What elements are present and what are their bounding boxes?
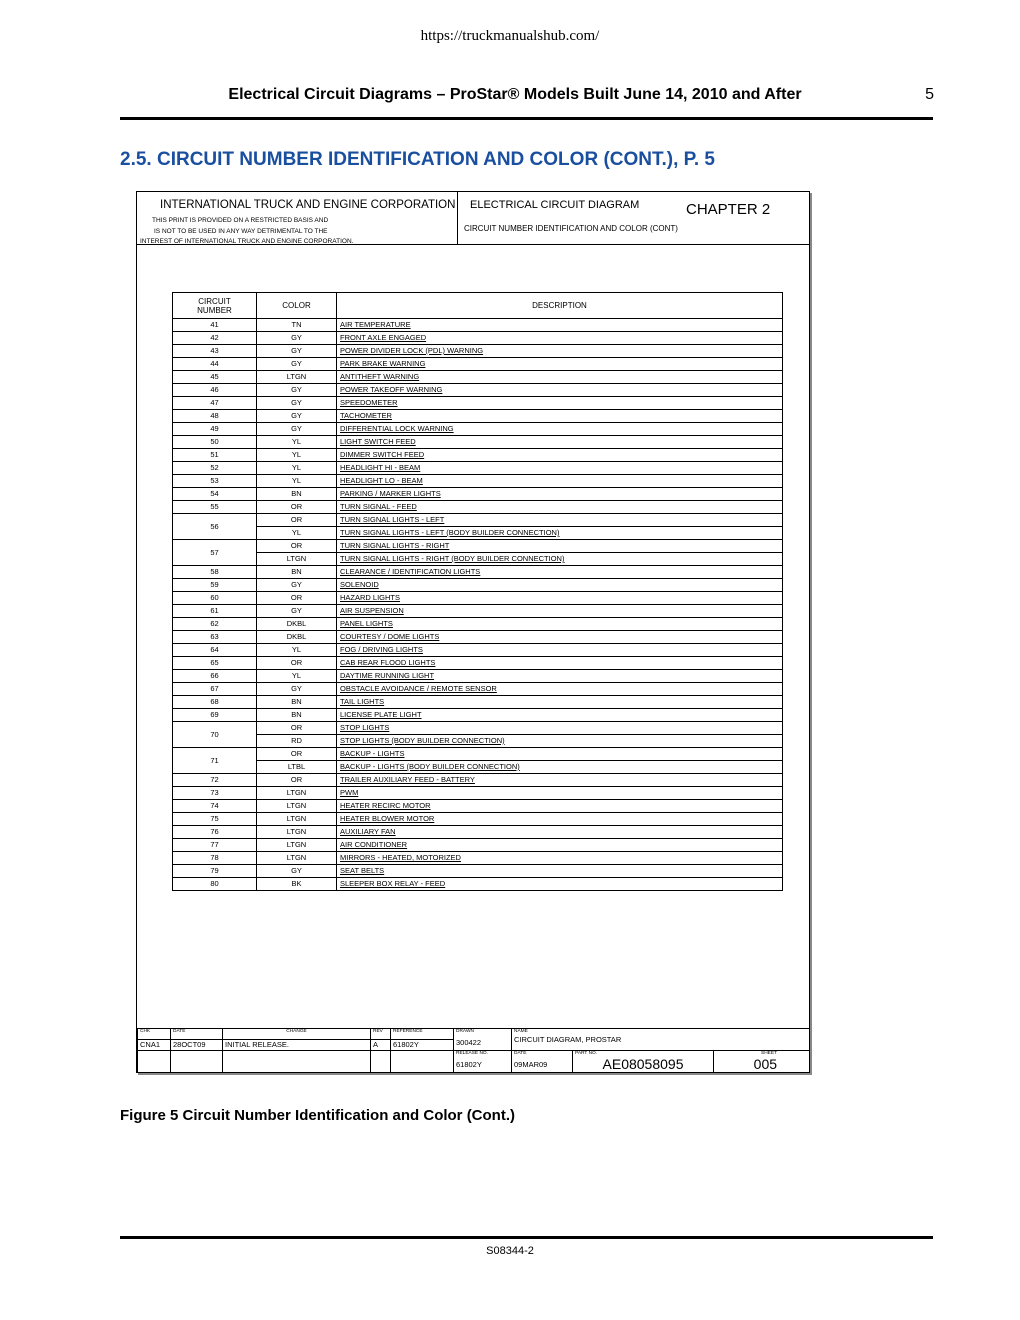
circuit-description-cell (337, 371, 783, 384)
circuit-number: 75 (173, 813, 257, 826)
wire-color: BK (257, 878, 337, 891)
table-row (173, 514, 783, 527)
wire-color: OR (257, 657, 337, 670)
circuit-description-cell (337, 761, 783, 774)
table-row (173, 501, 783, 514)
circuit-description-cell (337, 670, 783, 683)
circuit-number: 78 (173, 852, 257, 865)
circuit-table-body (173, 319, 783, 891)
wire-color: GY (257, 605, 337, 618)
table-row (173, 813, 783, 826)
page-number: 5 (925, 86, 934, 103)
company-name: INTERNATIONAL TRUCK AND ENGINE CORPORATION (160, 199, 456, 211)
wire-color: LTGN (257, 839, 337, 852)
section-title: 2.5. CIRCUIT NUMBER IDENTIFICATION AND COLOR (CONT.), P. 5 (120, 149, 716, 170)
circuit-description-cell (337, 540, 783, 553)
wire-color: OR (257, 592, 337, 605)
sheet-cell (714, 1051, 810, 1073)
circuit-description: TURN SIGNAL LIGHTS - LEFT (BODY BUILDER CONNECTION) (340, 528, 560, 537)
table-row (173, 592, 783, 605)
wire-color: OR (257, 748, 337, 761)
label-date2: DATE (514, 1051, 527, 1056)
circuit-description: DIMMER SWITCH FEED (340, 450, 425, 459)
label-name: NAME (514, 1029, 528, 1034)
circuit-number: 77 (173, 839, 257, 852)
circuit-number: 60 (173, 592, 257, 605)
circuit-description-cell (337, 852, 783, 865)
wire-color: GY (257, 410, 337, 423)
circuit-number: 63 (173, 631, 257, 644)
table-row (173, 722, 783, 735)
circuit-description: HEADLIGHT HI - BEAM (340, 463, 421, 472)
circuit-description-cell (337, 345, 783, 358)
wire-color: OR (257, 514, 337, 527)
circuit-number: 70 (173, 722, 257, 748)
wire-color: OR (257, 722, 337, 735)
header-color: COLOR (257, 293, 337, 319)
table-row (173, 384, 783, 397)
circuit-number: 74 (173, 800, 257, 813)
circuit-description-cell (337, 735, 783, 748)
circuit-number: 53 (173, 475, 257, 488)
circuit-number: 71 (173, 748, 257, 774)
table-row (173, 436, 783, 449)
circuit-description: ANTITHEFT WARNING (340, 372, 420, 381)
circuit-description: HEADLIGHT LO - BEAM (340, 476, 423, 485)
circuit-description: CAB REAR FLOOD LIGHTS (340, 658, 436, 667)
wire-color: RD (257, 735, 337, 748)
circuit-number: 45 (173, 371, 257, 384)
footer-rule (120, 1236, 933, 1239)
wire-color: OR (257, 774, 337, 787)
wire-color: BN (257, 696, 337, 709)
circuit-description-cell (337, 709, 783, 722)
wire-color: LTGN (257, 826, 337, 839)
table-row (173, 410, 783, 423)
circuit-number: 76 (173, 826, 257, 839)
wire-color: YL (257, 462, 337, 475)
circuit-description-cell (337, 722, 783, 735)
wire-color: BN (257, 488, 337, 501)
circuit-number: 73 (173, 787, 257, 800)
circuit-description-cell (337, 579, 783, 592)
wire-color: GY (257, 579, 337, 592)
circuit-number: 64 (173, 644, 257, 657)
label-rev: REV (371, 1029, 391, 1040)
table-row (173, 800, 783, 813)
table-row (173, 696, 783, 709)
circuit-number: 56 (173, 514, 257, 540)
table-row (173, 748, 783, 761)
table-row (173, 670, 783, 683)
wire-color: BN (257, 566, 337, 579)
circuit-number: 62 (173, 618, 257, 631)
part-no-cell (573, 1051, 714, 1073)
header-circuit-line2: NUMBER (197, 305, 232, 315)
circuit-description: HEATER BLOWER MOTOR (340, 814, 435, 823)
circuit-description: TAIL LIGHTS (340, 697, 385, 706)
circuit-description-cell (337, 878, 783, 891)
label-reference: REFERENCE (391, 1029, 454, 1040)
circuit-description-cell (337, 683, 783, 696)
circuit-description: POWER DIVIDER LOCK (PDL) WARNING (340, 346, 484, 355)
circuit-description: DAYTIME RUNNING LIGHT (340, 671, 435, 680)
table-row (173, 397, 783, 410)
circuit-description-cell (337, 605, 783, 618)
circuit-description-cell (337, 514, 783, 527)
circuit-description: SPEEDOMETER (340, 398, 398, 407)
change-value: INITIAL RELEASE. (223, 1040, 371, 1051)
circuit-description-cell (337, 826, 783, 839)
diagram-subtitle: CIRCUIT NUMBER IDENTIFICATION AND COLOR (CONT) (464, 224, 678, 233)
page-footer: S08344-2 (486, 1245, 534, 1257)
circuit-description-cell (337, 748, 783, 761)
circuit-number: 41 (173, 319, 257, 332)
table-row (173, 358, 783, 371)
chk-value: CNA1 (138, 1040, 171, 1051)
circuit-description: TURN SIGNAL LIGHTS - LEFT (340, 515, 445, 524)
circuit-number: 65 (173, 657, 257, 670)
wire-color: YL (257, 644, 337, 657)
circuit-description: COURTESY / DOME LIGHTS (340, 632, 440, 641)
circuit-description: SOLENOID (340, 580, 379, 589)
circuit-description: OBSTACLE AVOIDANCE / REMOTE SENSOR (340, 684, 497, 693)
header-description: DESCRIPTION (337, 293, 783, 319)
wire-color: GY (257, 384, 337, 397)
circuit-description-cell (337, 449, 783, 462)
circuit-number: 68 (173, 696, 257, 709)
revision-label-row (138, 1029, 810, 1040)
table-row (173, 579, 783, 592)
circuit-description-cell (337, 462, 783, 475)
table-row (173, 566, 783, 579)
wire-color: GY (257, 683, 337, 696)
circuit-description-cell (337, 527, 783, 540)
table-row (173, 657, 783, 670)
circuit-description: HEATER RECIRC MOTOR (340, 801, 431, 810)
table-row (173, 605, 783, 618)
circuit-description: SLEEPER BOX RELAY - FEED (340, 879, 446, 888)
sheet-value: 005 (753, 1056, 778, 1072)
table-row (173, 618, 783, 631)
table-row (173, 774, 783, 787)
circuit-description-cell (337, 631, 783, 644)
table-row (173, 761, 783, 774)
circuit-description: LIGHT SWITCH FEED (340, 437, 416, 446)
wire-color: GY (257, 332, 337, 345)
release-cell (454, 1051, 512, 1073)
drawn-value: 300422 (456, 1038, 482, 1047)
table-row (173, 371, 783, 384)
table-header-row (173, 293, 783, 319)
revision-block (137, 1028, 810, 1073)
name-value: CIRCUIT DIAGRAM, PROSTAR (514, 1035, 622, 1044)
wire-color: LTGN (257, 787, 337, 800)
circuit-description: BACKUP - LIGHTS (340, 749, 405, 758)
wire-color: LTGN (257, 800, 337, 813)
circuit-description-cell (337, 787, 783, 800)
wire-color: TN (257, 319, 337, 332)
circuit-number: 50 (173, 436, 257, 449)
table-row (173, 540, 783, 553)
table-row (173, 735, 783, 748)
date2-cell (512, 1051, 573, 1073)
circuit-number: 57 (173, 540, 257, 566)
table-row (173, 839, 783, 852)
wire-color: YL (257, 475, 337, 488)
date-value: 28OCT09 (171, 1040, 223, 1051)
label-date: DATE (171, 1029, 223, 1040)
circuit-description: TURN SIGNAL LIGHTS - RIGHT (340, 541, 450, 550)
restriction-notice-2: IS NOT TO BE USED IN ANY WAY DETRIMENTAL TO THE (154, 228, 328, 235)
wire-color: GY (257, 345, 337, 358)
circuit-number: 59 (173, 579, 257, 592)
circuit-number: 48 (173, 410, 257, 423)
circuit-description-cell (337, 553, 783, 566)
circuit-number: 55 (173, 501, 257, 514)
table-row (173, 787, 783, 800)
table-row (173, 865, 783, 878)
table-row (173, 644, 783, 657)
source-url: https://truckmanualshub.com/ (420, 28, 600, 44)
label-part-no: PART NO. (575, 1051, 598, 1056)
circuit-table (172, 292, 783, 891)
circuit-description-cell (337, 774, 783, 787)
header-circuit-line1: CIRCUIT (198, 296, 231, 306)
label-drawn: DRAWN (456, 1029, 474, 1034)
circuit-description: PARKING / MARKER LIGHTS (340, 489, 441, 498)
wire-color: DKBL (257, 631, 337, 644)
wire-color: YL (257, 527, 337, 540)
wire-color: LTGN (257, 852, 337, 865)
circuit-description: HAZARD LIGHTS (340, 593, 401, 602)
drawn-cell (454, 1029, 512, 1051)
circuit-description: TRAILER AUXILIARY FEED - BATTERY (340, 775, 475, 784)
circuit-description-cell (337, 592, 783, 605)
table-row (173, 462, 783, 475)
circuit-description: CLEARANCE / IDENTIFICATION LIGHTS (340, 567, 481, 576)
circuit-number: 61 (173, 605, 257, 618)
table-row (173, 878, 783, 891)
table-row (173, 553, 783, 566)
label-release-no: RELEASE NO. (456, 1051, 488, 1056)
circuit-description: STOP LIGHTS (340, 723, 390, 732)
circuit-description-cell (337, 436, 783, 449)
circuit-description-cell (337, 488, 783, 501)
wire-color: YL (257, 670, 337, 683)
circuit-description-cell (337, 384, 783, 397)
wire-color: LTBL (257, 761, 337, 774)
circuit-description: AUXILIARY FAN (340, 827, 396, 836)
circuit-number: 47 (173, 397, 257, 410)
circuit-description: AIR CONDITIONER (340, 840, 408, 849)
circuit-description: AIR SUSPENSION (340, 606, 404, 615)
rev-value: A (371, 1040, 391, 1051)
circuit-number: 80 (173, 878, 257, 891)
header-circuit-number (173, 293, 257, 319)
circuit-number: 43 (173, 345, 257, 358)
diagram-title: ELECTRICAL CIRCUIT DIAGRAM (470, 199, 640, 211)
circuit-description: AIR TEMPERATURE (340, 320, 411, 329)
wire-color: GY (257, 397, 337, 410)
page-header-title: Electrical Circuit Diagrams – ProStar® Models Built June 14, 2010 and After (228, 86, 802, 103)
circuit-description-cell (337, 423, 783, 436)
table-row (173, 631, 783, 644)
circuit-description-cell (337, 618, 783, 631)
circuit-description: POWER TAKEOFF WARNING (340, 385, 443, 394)
circuit-description: TACHOMETER (340, 411, 392, 420)
circuit-number: 58 (173, 566, 257, 579)
title-block-vdivider (457, 191, 458, 244)
table-row (173, 423, 783, 436)
table-row (173, 319, 783, 332)
wire-color: GY (257, 358, 337, 371)
circuit-description: MIRRORS - HEATED, MOTORIZED (340, 853, 461, 862)
revision-row-2 (138, 1051, 810, 1073)
circuit-description-cell (337, 332, 783, 345)
restriction-notice-1: THIS PRINT IS PROVIDED ON A RESTRICTED BASIS AND (152, 217, 329, 224)
wire-color: LTGN (257, 813, 337, 826)
wire-color: BN (257, 709, 337, 722)
circuit-description: PWM (340, 788, 359, 797)
table-row (173, 475, 783, 488)
circuit-number: 54 (173, 488, 257, 501)
date2-value: 09MAR09 (514, 1060, 548, 1069)
name-cell (512, 1029, 810, 1051)
label-chk: CHK (138, 1029, 171, 1040)
circuit-number: 44 (173, 358, 257, 371)
circuit-number: 51 (173, 449, 257, 462)
circuit-description: LICENSE PLATE LIGHT (340, 710, 422, 719)
wire-color: GY (257, 865, 337, 878)
wire-color: GY (257, 423, 337, 436)
circuit-number: 46 (173, 384, 257, 397)
circuit-description-cell (337, 397, 783, 410)
label-change: CHANGE (223, 1029, 371, 1040)
restriction-notice-3: INTEREST OF INTERNATIONAL TRUCK AND ENGINE CORPORATION. (140, 238, 354, 245)
header-rule (120, 117, 933, 120)
circuit-description-cell (337, 800, 783, 813)
circuit-description: FOG / DRIVING LIGHTS (340, 645, 423, 654)
table-row (173, 449, 783, 462)
circuit-description: PANEL LIGHTS (340, 619, 393, 628)
circuit-description: BACKUP - LIGHTS (BODY BUILDER CONNECTION) (340, 762, 520, 771)
reference-value: 61802Y (391, 1040, 454, 1051)
circuit-number: 67 (173, 683, 257, 696)
wire-color: YL (257, 449, 337, 462)
circuit-number: 66 (173, 670, 257, 683)
table-row (173, 709, 783, 722)
circuit-description-cell (337, 839, 783, 852)
table-row (173, 488, 783, 501)
part-no-value: AE08058095 (602, 1056, 684, 1072)
label-sheet: SHEET (761, 1051, 778, 1056)
table-row (173, 527, 783, 540)
wire-color: YL (257, 436, 337, 449)
circuit-description-cell (337, 644, 783, 657)
table-row (173, 826, 783, 839)
circuit-number: 69 (173, 709, 257, 722)
circuit-description: STOP LIGHTS (BODY BUILDER CONNECTION) (340, 736, 505, 745)
circuit-description-cell (337, 696, 783, 709)
wire-color: OR (257, 540, 337, 553)
wire-color: DKBL (257, 618, 337, 631)
circuit-description: DIFFERENTIAL LOCK WARNING (340, 424, 454, 433)
circuit-description-cell (337, 813, 783, 826)
circuit-description-cell (337, 475, 783, 488)
circuit-description-cell (337, 319, 783, 332)
circuit-description-cell (337, 566, 783, 579)
circuit-description: SEAT BELTS (340, 866, 385, 875)
wire-color: LTGN (257, 371, 337, 384)
circuit-number: 52 (173, 462, 257, 475)
circuit-number: 49 (173, 423, 257, 436)
circuit-description: TURN SIGNAL LIGHTS - RIGHT (BODY BUILDER CONNECTION) (340, 554, 565, 563)
circuit-description-cell (337, 358, 783, 371)
circuit-description: TURN SIGNAL - FEED (340, 502, 417, 511)
wire-color: LTGN (257, 553, 337, 566)
circuit-description-cell (337, 657, 783, 670)
wire-color: OR (257, 501, 337, 514)
release-no-value: 61802Y (456, 1060, 482, 1069)
circuit-number: 79 (173, 865, 257, 878)
table-row (173, 332, 783, 345)
table-row (173, 345, 783, 358)
circuit-number: 42 (173, 332, 257, 345)
circuit-description-cell (337, 410, 783, 423)
circuit-description-cell (337, 501, 783, 514)
table-row (173, 683, 783, 696)
circuit-number: 72 (173, 774, 257, 787)
table-row (173, 852, 783, 865)
circuit-description: PARK BRAKE WARNING (340, 359, 426, 368)
circuit-description: FRONT AXLE ENGAGED (340, 333, 427, 342)
chapter-label: CHAPTER 2 (686, 201, 771, 218)
figure-caption: Figure 5 Circuit Number Identification and Color (Cont.) (120, 1107, 516, 1124)
circuit-description-cell (337, 865, 783, 878)
